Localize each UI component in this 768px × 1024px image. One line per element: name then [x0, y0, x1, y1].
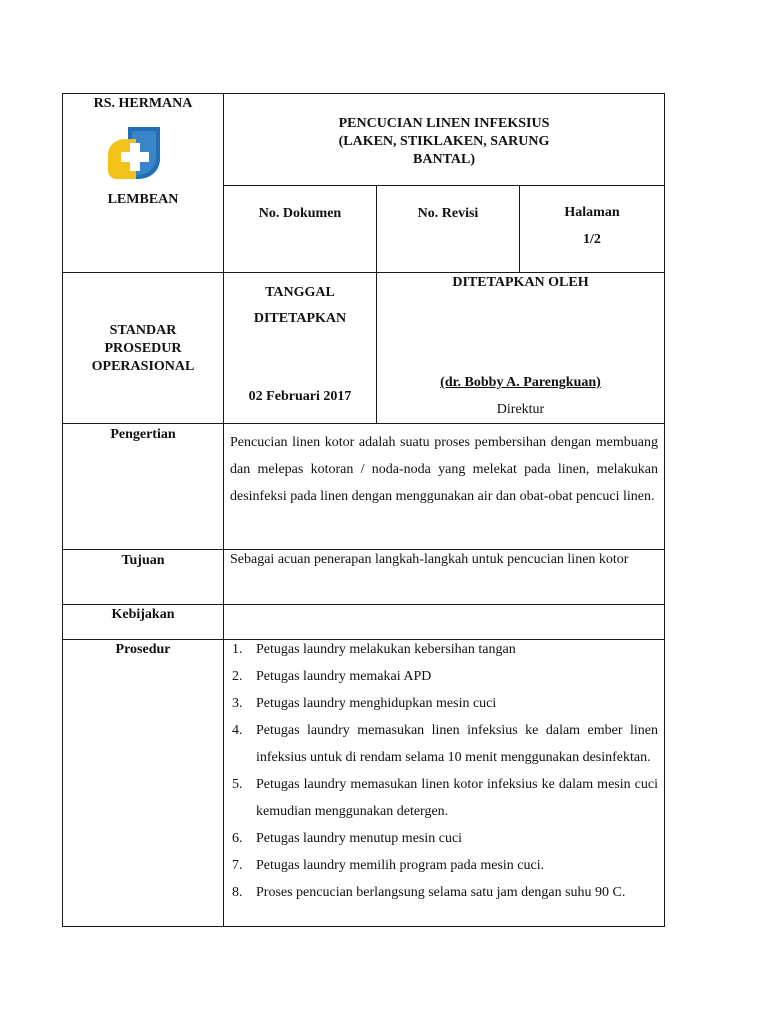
hospital-location: LEMBEAN	[107, 192, 179, 207]
table-line-title-bottom	[223, 185, 665, 186]
list-item: 8. Proses pencucian berlangsung selama satu jam dengan suhu 90 C.	[232, 885, 626, 900]
list-item: 4. Petugas laundry memasukan linen infeksius ke dalam ember linen infeksius untuk di rendam selama 10 menit menggunakan desinfektan.	[232, 723, 658, 765]
prosedur-label: Prosedur	[115, 642, 171, 657]
tujuan-label: Tujuan	[121, 553, 165, 568]
list-item: 7. Petugas laundry memilih program pada mesin cuci.	[232, 858, 545, 873]
table-line-col3	[519, 185, 520, 273]
hospital-name: RS. HERMANA	[93, 96, 193, 111]
pengertian-label: Pengertian	[110, 427, 176, 442]
table-line-header-bottom	[62, 272, 665, 273]
sop-label-line-2: PROSEDUR	[104, 341, 182, 356]
hospital-logo	[106, 125, 164, 181]
table-border-bottom	[62, 926, 665, 927]
prosedur-list	[230, 636, 658, 906]
signatory-title: Direktur	[496, 402, 545, 417]
document-title-line-1: PENCUCIAN LINEN INFEKSIUS	[338, 116, 550, 131]
revision-label: No. Revisi	[417, 206, 479, 221]
page-label: Halaman	[564, 205, 620, 220]
doc-number-label: No. Dokumen	[258, 206, 342, 221]
document-title-line-3: BANTAL)	[413, 152, 475, 167]
sop-label-line-3: OPERASIONAL	[91, 359, 195, 374]
list-item: 2. Petugas laundry memakai APD	[232, 669, 432, 684]
list-item: 3. Petugas laundry menghidupkan mesin cuci	[232, 696, 497, 711]
table-border-top	[62, 93, 665, 94]
table-line-sop-bottom	[62, 423, 665, 424]
set-by-label: DITETAPKAN OLEH	[452, 275, 589, 290]
table-line-tujuan-bottom	[62, 604, 665, 605]
table-border-left	[62, 93, 63, 927]
document-title-line-2: (LAKEN, STIKLAKEN, SARUNG	[338, 134, 550, 149]
sop-label-line-1: STANDAR	[109, 323, 177, 338]
list-item: 6. Petugas laundry menutup mesin cuci	[232, 831, 463, 846]
date-label-line-1: TANGGAL	[265, 285, 335, 300]
signatory-name: (dr. Bobby A. Parengkuan)	[440, 375, 601, 390]
date-value: 02 Februari 2017	[248, 389, 352, 404]
page-value: 1/2	[583, 232, 601, 247]
kebijakan-label: Kebijakan	[111, 607, 175, 622]
list-item: 1. Petugas laundry melakukan kebersihan tangan	[232, 642, 516, 657]
table-border-right	[664, 93, 665, 927]
pengertian-text: Pencucian linen kotor adalah suatu proses pembersihan dengan membuang dan melepas kotoran / noda-noda yang melekat pada linen, melakukan desinfeksi pada linen dengan menggunakan air dan obat-obat pencuci linen.	[230, 435, 658, 504]
list-item: 5. Petugas laundry memasukan linen kotor infeksius ke dalam mesin cuci kemudian menggunakan detergen.	[232, 777, 658, 819]
tujuan-text: Sebagai acuan penerapan langkah-langkah untuk pencucian linen kotor	[230, 552, 629, 567]
date-label-line-2: DITETAPKAN	[253, 311, 347, 326]
